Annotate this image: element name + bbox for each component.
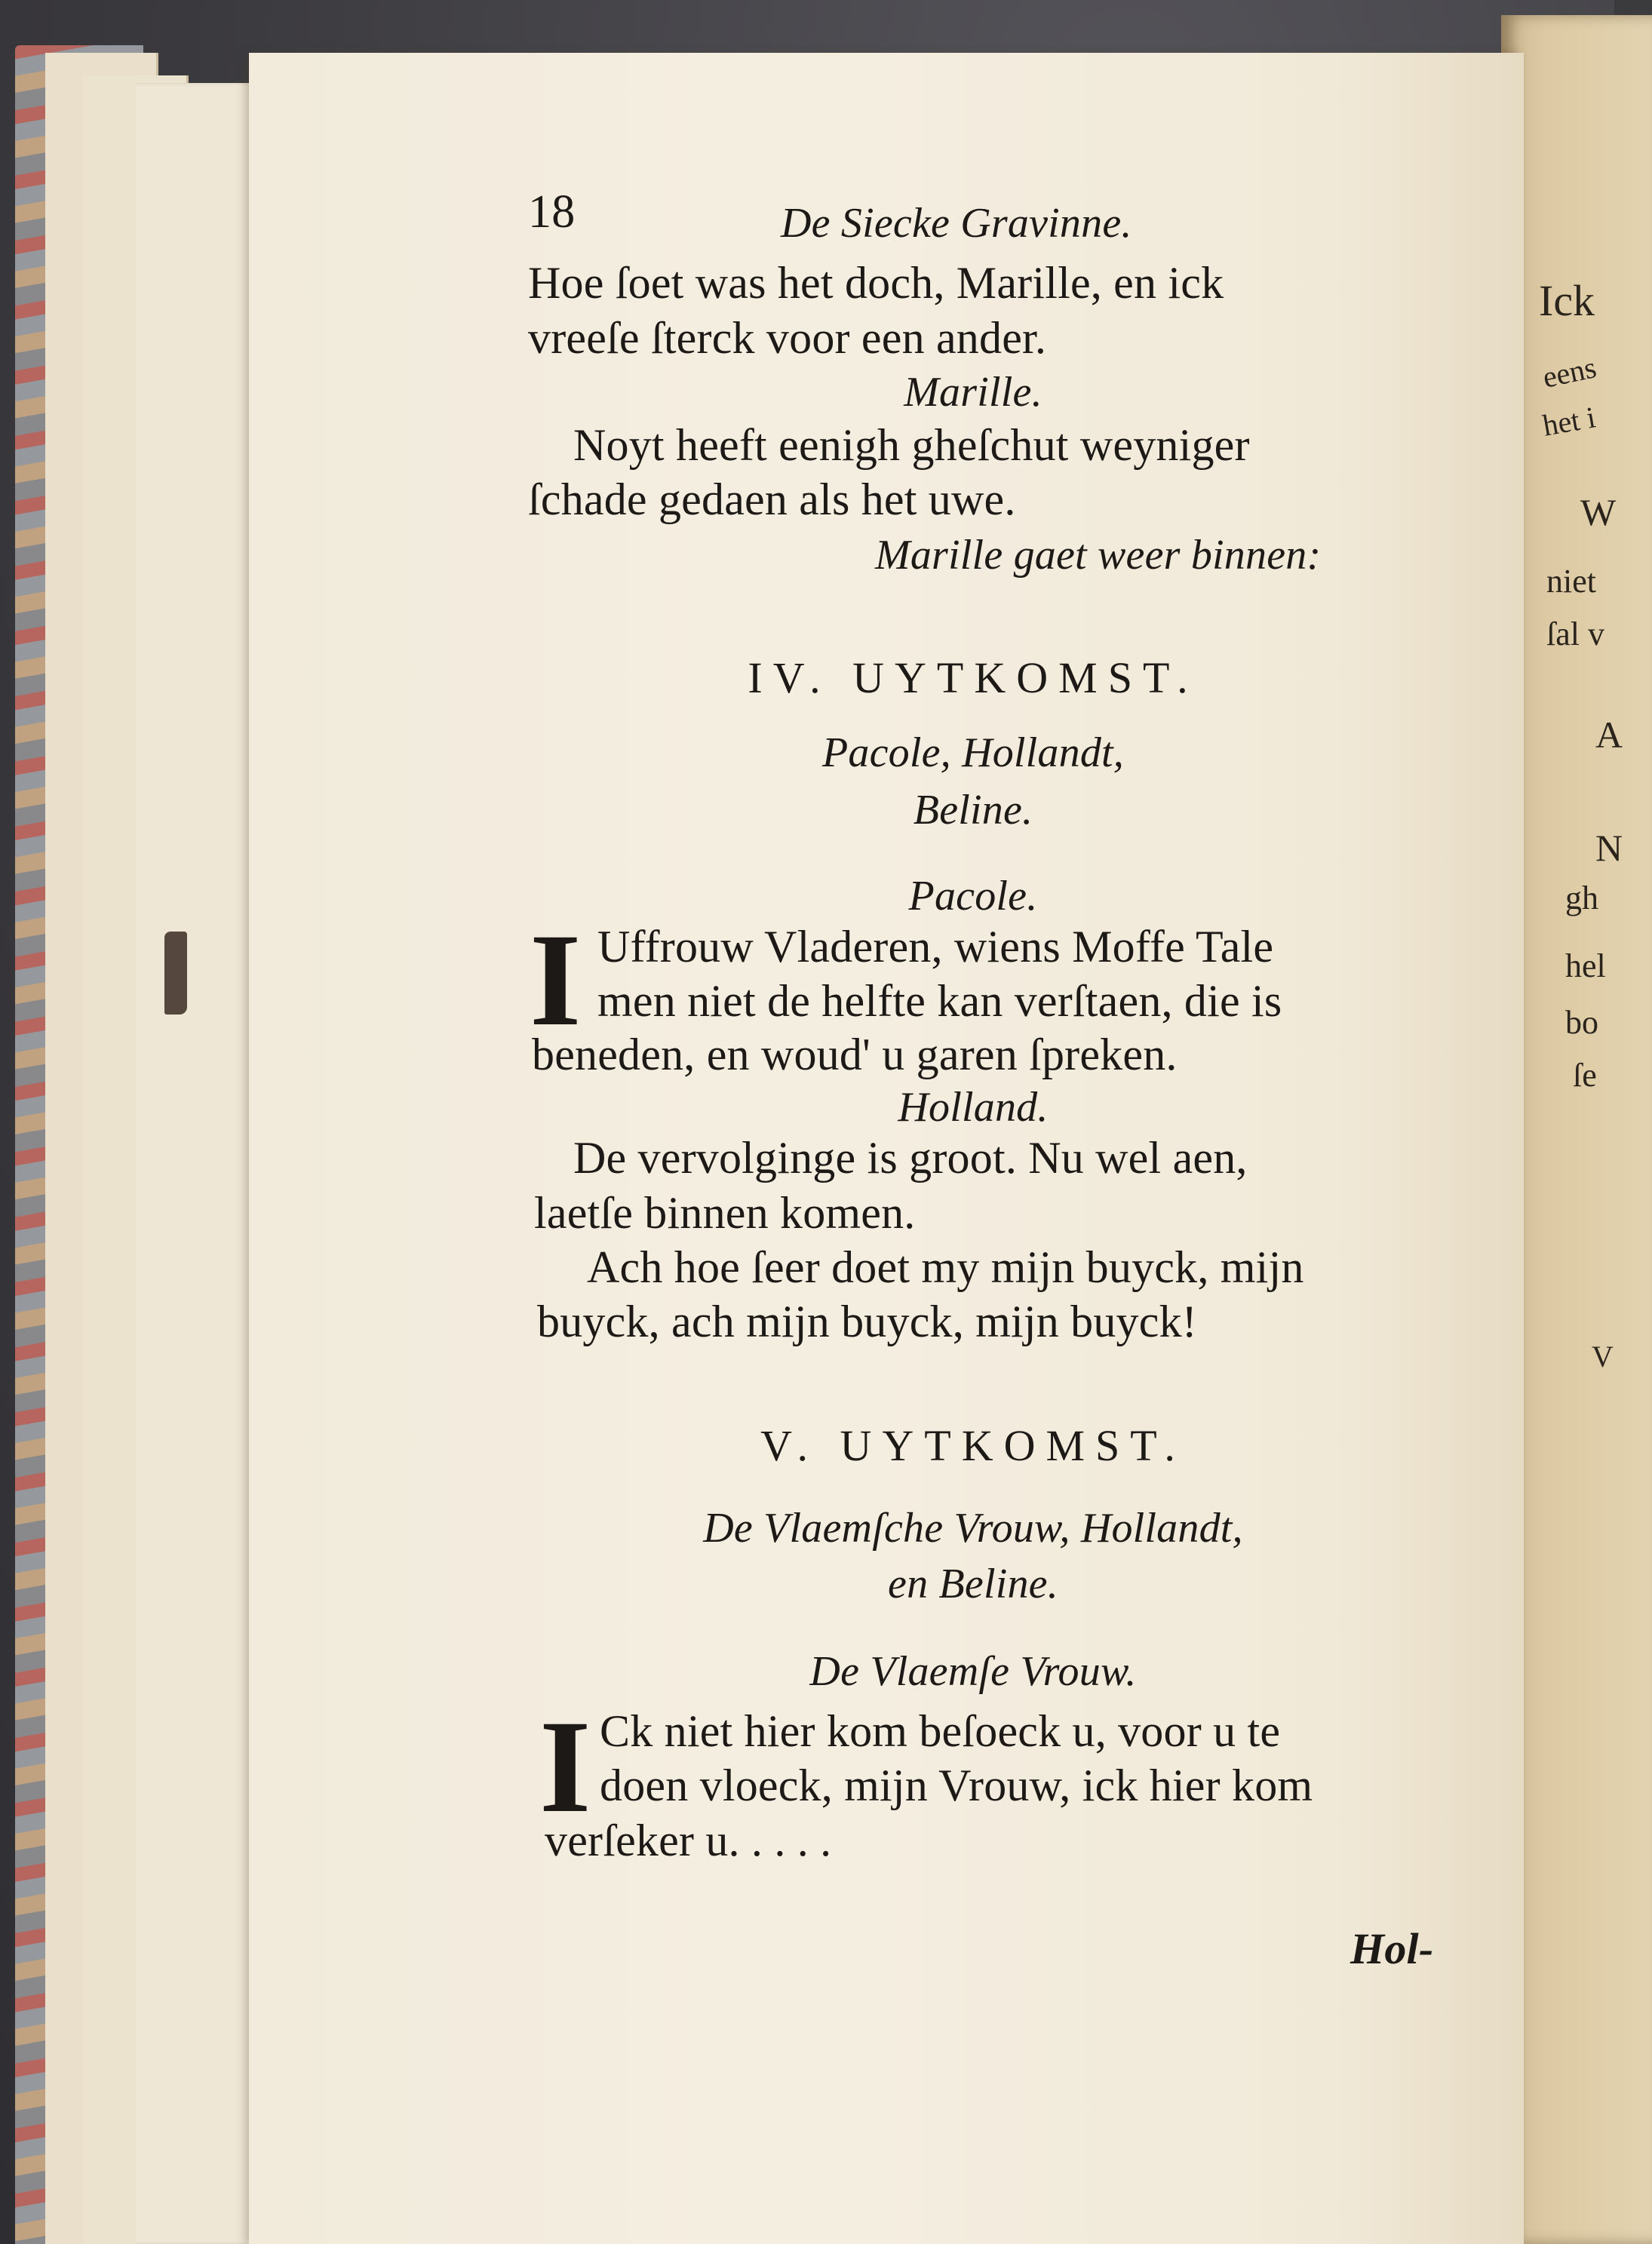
catchword: Hol- <box>1350 1924 1434 1973</box>
text-line: Hoe ſoet was het doch, Marille, en ick <box>528 258 1224 308</box>
section-heading: V. UYTKOMST. <box>760 1421 1186 1470</box>
drop-cap: I <box>539 1693 591 1840</box>
speaker-name: Marille. <box>904 369 1042 416</box>
text-line: Ck niet hier kom beſoeck u, voor u te <box>600 1706 1281 1756</box>
text-line: men niet de helfte kan verſtaen, die is <box>597 976 1282 1026</box>
cast-list: en Beline. <box>888 1561 1058 1607</box>
facing-fragment: Ick <box>1539 276 1595 325</box>
text-line: beneden, en woud' u garen ſpreken. <box>532 1030 1178 1079</box>
facing-fragment: V <box>1592 1340 1614 1374</box>
cast-list: De Vlaemſche Vrouw, Hollandt, <box>703 1505 1243 1552</box>
facing-fragment: eens <box>1540 350 1599 394</box>
facing-fragment: A <box>1595 714 1623 756</box>
page-edge <box>136 83 256 2244</box>
facing-fragment: N <box>1595 827 1623 869</box>
text-line: Ach hoe ſeer doet my mijn buyck, mijn <box>587 1242 1304 1292</box>
facing-fragment: ſe <box>1573 1057 1597 1094</box>
text-line: De vervolginge is groot. Nu wel aen, <box>573 1133 1248 1183</box>
text-line: ſchade gedaen als het uwe. <box>528 474 1016 524</box>
facing-page <box>1501 15 1652 2244</box>
speaker-name: Holland. <box>898 1084 1049 1131</box>
text-line: buyck, ach mijn buyck, mijn buyck! <box>537 1297 1197 1346</box>
facing-fragment: W <box>1580 491 1617 533</box>
cast-list: Pacole, Hollandt, <box>822 729 1124 776</box>
stage-direction: Marille gaet weer binnen: <box>875 532 1322 579</box>
text-line: verſeker u. . . . . <box>545 1816 832 1865</box>
ink-stain <box>164 932 187 1015</box>
text-line: Noyt heeft eenigh gheſchut weyniger <box>573 420 1250 470</box>
text-line: Uffrouw Vladeren, wiens Moffe Tale <box>597 922 1274 972</box>
speaker-name: Pacole. <box>908 873 1038 919</box>
facing-fragment: gh <box>1565 879 1598 916</box>
text-line: vreeſe ſterck voor een ander. <box>528 313 1047 363</box>
page-number: 18 <box>528 186 576 238</box>
facing-fragment: niet <box>1546 563 1596 600</box>
text-line: doen vloeck, mijn Vrouw, ick hier kom <box>600 1761 1313 1810</box>
facing-fragment: ſal v <box>1546 615 1604 652</box>
drop-cap: I <box>530 907 582 1054</box>
speaker-name: De Vlaemſe Vrouw. <box>809 1648 1137 1695</box>
text-line: laetſe binnen komen. <box>534 1188 916 1238</box>
facing-fragment: hel <box>1565 947 1606 984</box>
facing-fragment: bo <box>1565 1004 1598 1041</box>
running-head: De Siecke Gravinne. <box>781 200 1132 247</box>
facing-fragment: het i <box>1540 400 1598 443</box>
cast-list: Beline. <box>913 787 1033 833</box>
section-heading: IV. UYTKOMST. <box>748 653 1199 702</box>
